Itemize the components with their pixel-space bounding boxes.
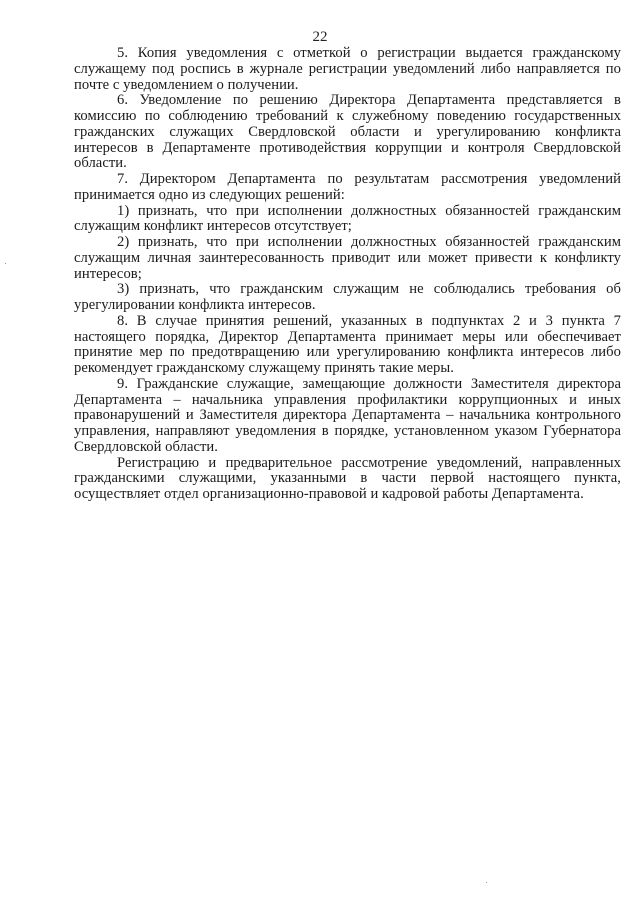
paragraph-5: 5. Копия уведомления с отметкой о регистрации выдается гражданскому служащему под роспись в журнале регистрации уведомлений либо направляется по почте с уведомлением о получении. (74, 45, 621, 93)
scan-speck (486, 882, 487, 883)
paragraph-9: 9. Гражданские служащие, замещающие должности Заместителя директора Департамента – начальника управления профилактики коррупционных и иных правонарушений и Заместителя директора Департамента – начальника контрольного управления, направляют уведомления в порядке, установленном указом Губернатора Свердловской области. (74, 375, 621, 455)
document-body (74, 46, 621, 503)
paragraph-7: 7. Директором Департамента по результатам рассмотрения уведомлений принимается одно из следующих решений: (74, 171, 621, 203)
paragraph-7-item-1: 1) признать, что при исполнении должностных обязанностей гражданским служащим конфликт интересов отсутствует; (74, 202, 621, 235)
page-number: 22 (312, 29, 328, 45)
paragraph-6: 6. Уведомление по решению Директора Департамента представляется в комиссию по соблюдению требований к служебному поведению государственных гражданских служащих Свердловской области и урегулированию конфликта интересов в Департаменте противодействия коррупции и контроля Свердловской области. (74, 92, 621, 172)
paragraph-7-item-2: 2) признать, что при исполнении должностных обязанностей гражданским служащим личная заинтересованность приводит или может привести к конфликту интересов; (74, 234, 621, 282)
paragraph-9-part-2: Регистрацию и предварительное рассмотрение уведомлений, направленных гражданскими служащими, указанными в части первой настоящего пункта, осуществляет отдел организационно-правовой и кадровой работы Департамента. (74, 454, 621, 502)
scan-speck (5, 263, 6, 264)
paragraph-7-item-3: 3) признать, что гражданским служащим не соблюдались требования об урегулировании конфликта интересов. (74, 281, 621, 313)
paragraph-8: 8. В случае принятия решений, указанных в подпунктах 2 и 3 пункта 7 настоящего порядка, Директор Департамента принимает меры или обеспечивает принятие мер по предотвращению или урегулированию конфликта интересов либо рекомендует гражданскому служащему принять такие меры. (74, 312, 621, 376)
